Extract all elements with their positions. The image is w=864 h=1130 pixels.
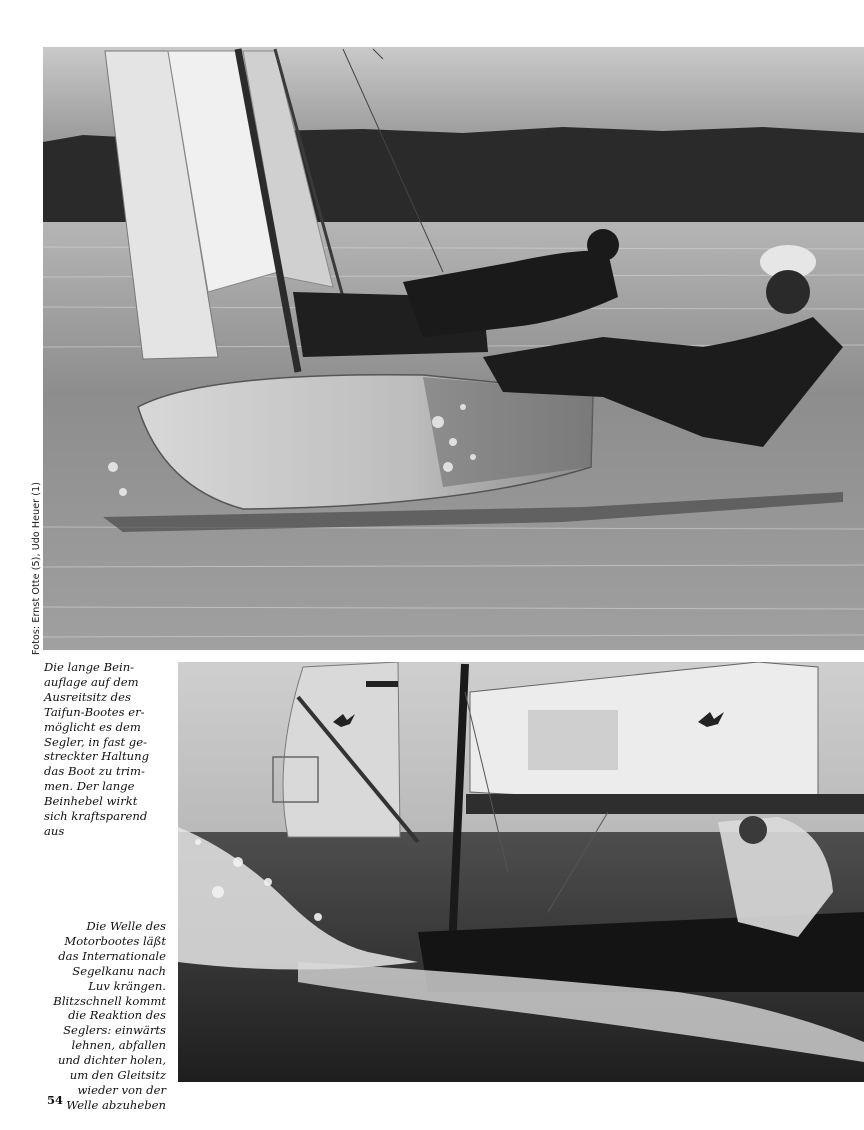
caption-line: Blitzschnell kommt xyxy=(53,993,166,1008)
caption-bottom-photo xyxy=(40,919,166,1113)
caption-line: Seglers: einwärts xyxy=(63,1023,166,1038)
sailing-canoe-photo-graphic xyxy=(178,662,864,1082)
caption-line: Ausreitsitz des xyxy=(44,689,131,704)
caption-line: Beinhebel wirkt xyxy=(44,794,138,809)
caption-line: lehnen, abfallen xyxy=(71,1038,166,1053)
caption-line: die Reaktion des xyxy=(68,1008,166,1023)
caption-line: streckter Haltung xyxy=(44,749,150,764)
caption-line: wieder von der xyxy=(77,1082,166,1097)
page-number: 54 xyxy=(47,1093,64,1107)
photo-taifun-boat xyxy=(43,47,864,650)
caption-line: das Boot zu trim- xyxy=(44,764,145,779)
caption-line: sich kraftsparend xyxy=(44,809,148,824)
caption-line: Taifun-Bootes er- xyxy=(44,704,145,719)
caption-line: men. Der lange xyxy=(44,779,135,794)
caption-line: Motorbootes läßt xyxy=(64,933,166,948)
caption-line: Die lange Bein- xyxy=(44,660,135,674)
caption-line: Segler, in fast ge- xyxy=(44,734,147,749)
photo-sailing-canoe xyxy=(178,662,864,1082)
caption-line: Welle abzuheben xyxy=(66,1097,166,1112)
photo-credit: Fotos: Ernst Otte (5), Udo Heuer (1) xyxy=(31,481,42,655)
caption-top-photo xyxy=(44,660,172,839)
caption-line: und dichter holen, xyxy=(57,1053,166,1068)
caption-line: auflage auf dem xyxy=(44,674,139,689)
caption-line: um den Gleitsitz xyxy=(69,1068,166,1083)
caption-line: Luv krängen. xyxy=(88,978,166,993)
caption-line: aus xyxy=(44,823,65,838)
caption-line: Segelkanu nach xyxy=(72,963,166,978)
sailboat-photo-graphic xyxy=(43,47,864,650)
caption-line: Die Welle des xyxy=(86,919,166,933)
caption-line: möglicht es dem xyxy=(44,719,141,734)
caption-line: das Internationale xyxy=(58,948,166,963)
